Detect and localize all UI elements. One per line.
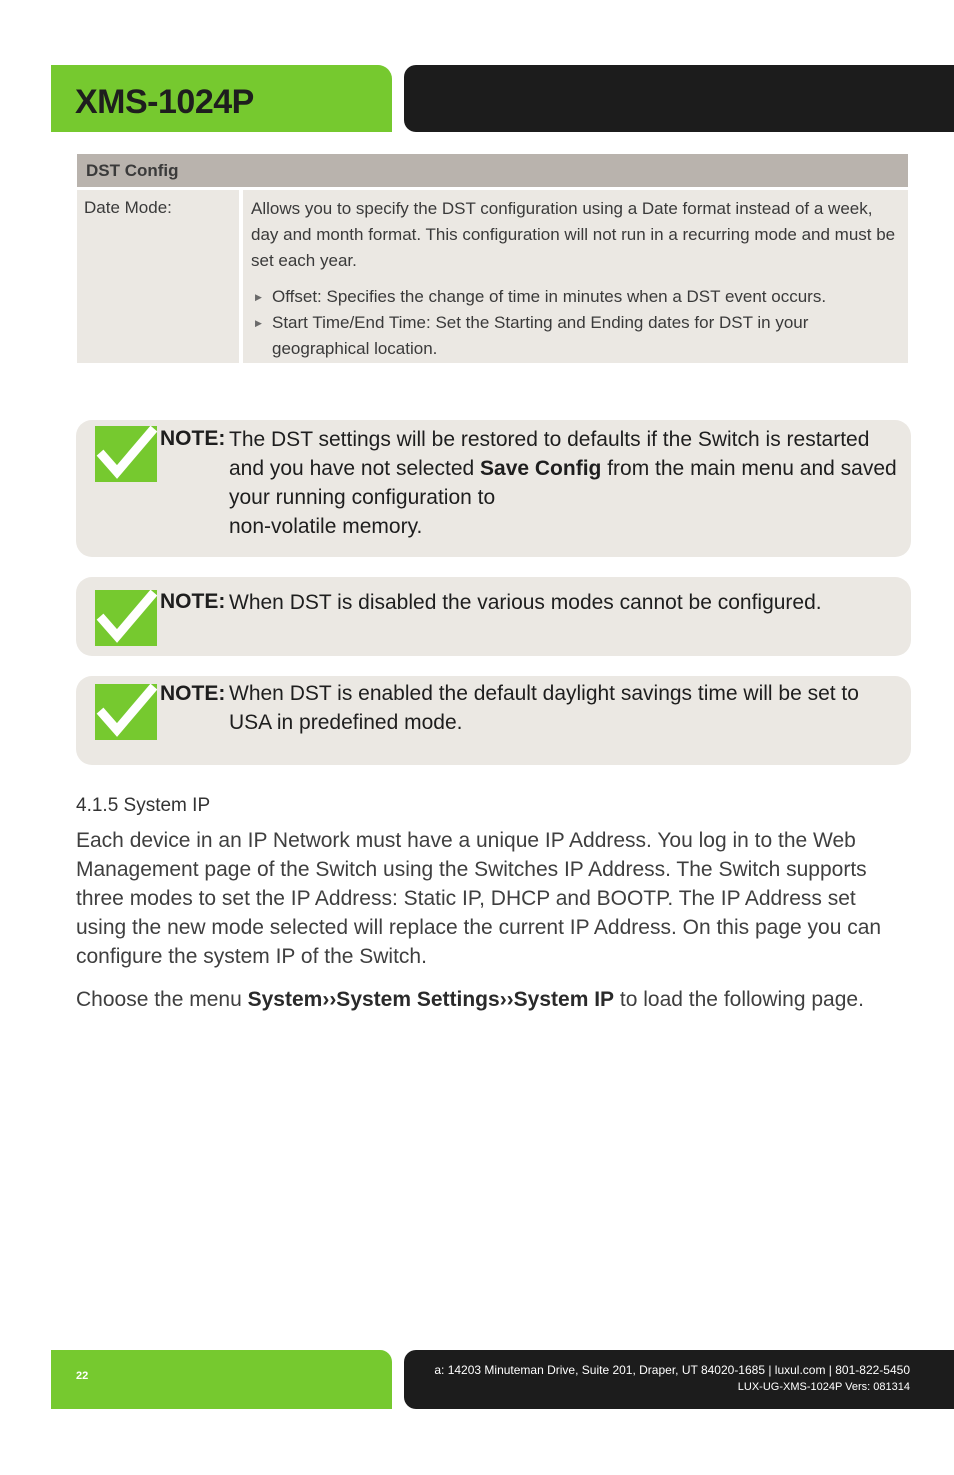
menu-path: System››System Settings››System IP: [247, 988, 615, 1011]
table-row: [77, 190, 908, 363]
save-config-emphasis: Save Config: [480, 457, 602, 480]
note-box-dst-defaults: [76, 420, 911, 557]
checkmark-icon: [95, 426, 157, 482]
footer-green-bar: [51, 1350, 392, 1409]
section-paragraph: Each device in an IP Network must have a unique IP Address. You log in to the Web Management page of the Switch using the Switches IP Address. The Switch supports three modes to set the IP Address: Static IP, DHCP and BOOTP. The IP Address set using the new mode selected will replace the current IP Address. On this page you can configure the system IP of the Switch.: [76, 829, 882, 968]
note-box-dst-enabled: [76, 676, 911, 765]
note-label: NOTE:: [160, 682, 226, 705]
bullet-list: [251, 284, 900, 362]
checkmark-icon: [95, 590, 157, 646]
dst-config-table: [77, 154, 908, 363]
bullet-item-start-end-time: ▶ Start Time/End Time: Set the Starting and Ending dates for DST in your geographical location.: [251, 310, 900, 362]
page-title: XMS-1024P: [75, 83, 254, 121]
page-number: 22: [76, 1370, 89, 1382]
footer-dark-bar: [404, 1350, 954, 1409]
note-box-dst-disabled: [76, 577, 911, 656]
row-description-cell: [243, 190, 908, 363]
menu-instruction: Choose the menu System››System Settings››System IP to load the following page.: [76, 988, 864, 1011]
row-description: Allows you to specify the DST configuration using a Date format instead of a week, day and month format. This configuration will not run in a recurring mode and must be set each year.: [251, 199, 896, 270]
note-text: When DST is disabled the various modes cannot be configured.: [229, 591, 822, 614]
footer-doc-id: LUX-UG-XMS-1024P Vers: 081314: [737, 1381, 910, 1393]
row-label: Date Mode:: [77, 190, 239, 363]
section-heading: 4.1.5 System IP: [76, 795, 211, 816]
note-text: When DST is enabled the default daylight savings time will be set to USA in predefined mode.: [229, 682, 859, 734]
checkmark-icon: [95, 684, 157, 740]
footer-address: a: 14203 Minuteman Drive, Suite 201, Draper, UT 84020-1685 | luxul.com | 801-822-5450: [434, 1363, 910, 1377]
bullet-item-offset: ▶ Offset: Specifies the change of time in minutes when a DST event occurs.: [251, 284, 900, 310]
table-heading: DST Config: [77, 154, 908, 187]
note-text: The DST settings will be restored to defaults if the Switch is restarted and you have not selected Save Config from the main menu and saved your running configuration to non-volatile memory.: [229, 428, 897, 538]
header-dark-bar: [404, 65, 954, 132]
header-green-bar: [51, 65, 392, 132]
note-label: NOTE:: [160, 427, 226, 450]
note-label: NOTE:: [160, 590, 226, 613]
